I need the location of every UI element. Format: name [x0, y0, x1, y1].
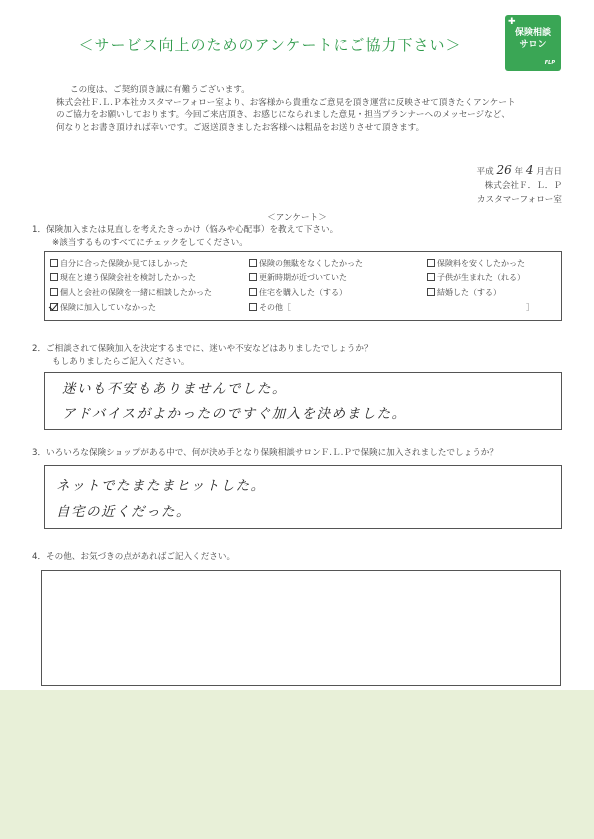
question-text: ご相談されて保険加入を決定するまでに、迷いや不安などはありましたでしょうか？: [46, 344, 373, 354]
date-block: [477, 163, 562, 207]
intro-line: 株式会社Ｆ.Ｌ.Ｐ本社カスタマーフォロー室より、お客様から貴重なご意見を頂き運営に反映させて頂きたくアンケート: [56, 97, 516, 108]
issue-date: [477, 163, 562, 179]
q2-answer-line: 迷いも不安もありませんでした。: [62, 381, 287, 397]
q4-answer-box[interactable]: [41, 570, 561, 686]
question-text: その他、お気づきの点があればご記入ください。: [46, 552, 236, 562]
checkbox[interactable]: [50, 288, 58, 296]
plus-icon: ✚: [508, 17, 516, 27]
question-number: 4．: [32, 552, 47, 562]
question-1: [32, 224, 338, 249]
checkbox[interactable]: [427, 259, 435, 267]
checkbox[interactable]: [50, 259, 58, 267]
q1-option[interactable]: 更新時期が近づいていた: [249, 272, 347, 283]
date-year-unit: 年: [514, 167, 524, 177]
q1-option[interactable]: 自分に合った保険か見てほしかった: [50, 258, 188, 269]
q1-option[interactable]: 保険の無駄をなくしたかった: [249, 258, 363, 269]
question-note: もしありましたらご記入ください。: [52, 356, 190, 367]
question-text: 保険加入または見直しを考えたきっかけ（悩みや心配事）を教えて下さい。: [46, 225, 339, 235]
checkbox[interactable]: [427, 273, 435, 281]
question-3: [32, 447, 498, 460]
survey-heading: ＜アンケート＞: [267, 213, 327, 223]
question-number: 1．: [32, 225, 47, 235]
checkbox[interactable]: [50, 273, 58, 281]
page-title: ＜サービス向上のためのアンケートにご協力下さい＞: [78, 36, 462, 54]
intro-text: [56, 84, 566, 134]
checkbox[interactable]: [249, 303, 257, 311]
date-month-unit: 月吉日: [536, 167, 562, 177]
q1-option[interactable]: 個人と会社の保険を一緒に相談したかった: [50, 287, 212, 298]
q1-option-checked[interactable]: 保険に加入していなかった: [50, 302, 156, 313]
question-text: いろいろな保険ショップがある中で、何が決め手となり保険相談サロンＦ.Ｌ.Ｐで保険に加入されましたでしょうか？: [46, 448, 498, 458]
intro-line: のご協力をお願いしております。今回ご来店頂き、お感じになられました意見・担当プランナーへのメッセージなど、: [56, 110, 510, 121]
checkbox[interactable]: [249, 273, 257, 281]
q1-other-close-bracket: ］: [526, 303, 534, 312]
q1-option[interactable]: 住宅を購入した（する）: [249, 287, 347, 298]
company-name: 株式会社Ｆ．Ｌ．Ｐ: [484, 181, 562, 191]
q3-answer-line: ネットでたまたまヒットした。: [56, 478, 266, 494]
question-4: [32, 551, 235, 564]
q3-answer-line: 自宅の近くだった。: [56, 504, 191, 520]
question-number: 2．: [32, 344, 47, 354]
q1-option[interactable]: 保険料を安くしたかった: [427, 258, 525, 269]
q2-answer-line: アドバイスがよかったのですぐ加入を決めました。: [62, 406, 407, 422]
q1-option[interactable]: 現在と違う保険会社を検討したかった: [50, 272, 196, 283]
intro-line: この度は、ご契約頂き誠に有難うございます。: [70, 85, 250, 95]
logo-line-1: 保険相談: [514, 28, 551, 38]
question-2: [32, 343, 373, 368]
checkbox[interactable]: [427, 288, 435, 296]
q1-option[interactable]: 子供が生まれた（れる）: [427, 272, 525, 283]
date-month: 4: [525, 163, 534, 177]
checkbox-checked[interactable]: [50, 303, 58, 311]
logo-line-2: サロン: [519, 40, 547, 50]
department-name: カスタマーフォロー室: [476, 195, 562, 205]
date-era: 平成: [476, 167, 494, 177]
intro-line: 何なりとお書き頂ければ幸いです。ご返送頂きましたお客様へは粗品をお送りさせて頂きます。: [56, 122, 425, 133]
q1-option[interactable]: 結婚した（する）: [427, 287, 501, 298]
question-note: ※該当するものすべてにチェックをしてください。: [52, 237, 248, 248]
checkbox[interactable]: [249, 288, 257, 296]
logo-line-3: FLP: [544, 60, 555, 66]
date-year: 26: [496, 163, 512, 177]
logo: [505, 15, 561, 71]
question-number: 3．: [32, 448, 47, 458]
checkbox[interactable]: [249, 259, 257, 267]
q1-option-other[interactable]: その他［: [249, 302, 291, 313]
